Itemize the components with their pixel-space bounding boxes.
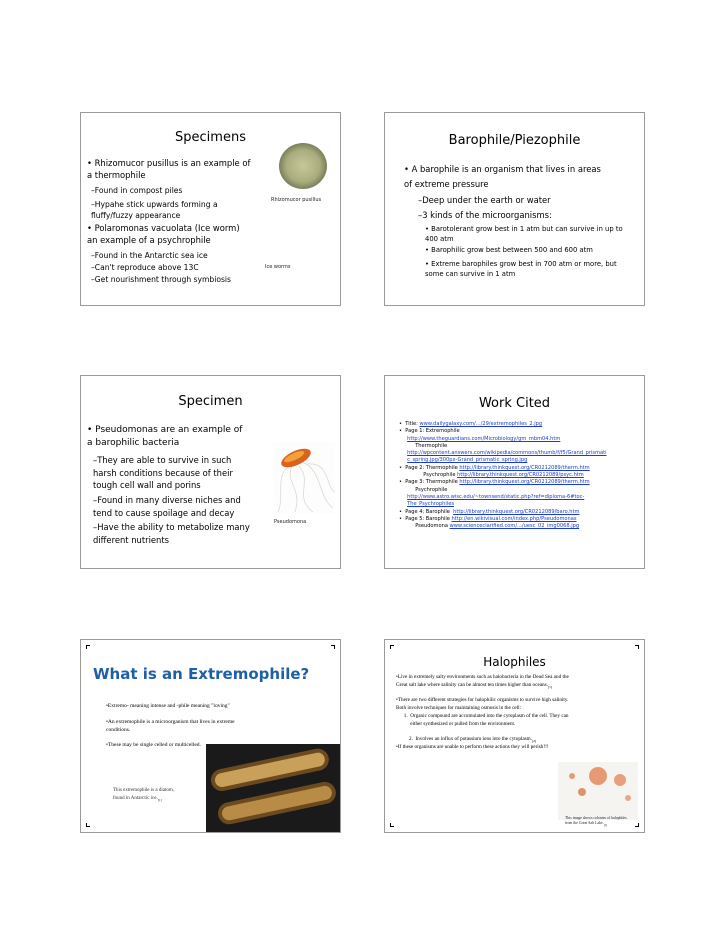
citation-text <box>399 436 407 442</box>
citation-text: Pseudomona <box>399 523 450 530</box>
bullet-line: –Can't reproduce above 13C <box>91 263 199 272</box>
crop-mark <box>390 645 394 649</box>
bullet-line <box>396 682 552 691</box>
bullet-line: either synthesized or pulled from the environment. <box>396 721 516 727</box>
crop-mark <box>635 645 639 649</box>
citation-text: • Page 3: Thermophile <box>399 479 460 486</box>
bullet-line: some can survive in 1 atm <box>425 270 516 278</box>
bullet-line: –Hypahe stick upwards forming a <box>91 200 218 209</box>
bullet-line: •These may be single celled or multicelled. <box>106 742 201 748</box>
crop-mark <box>635 823 639 827</box>
diatom-image <box>206 744 341 833</box>
citation-text <box>399 457 407 463</box>
bullet-line: fluffy/fuzzy appearance <box>91 211 181 220</box>
crop-mark <box>86 645 90 649</box>
bullet-line: •Extremo- meaning intense and -phile meaning "loving" <box>106 703 230 709</box>
bullet-line: • Barophilic grow best between 500 and 600 atm <box>425 246 593 254</box>
citation-link[interactable]: http://en.wikivisual.com/index.php/Pseudomonas <box>451 515 577 522</box>
citation-text <box>399 450 407 456</box>
slide-title: What is an Extremophile? <box>93 665 310 683</box>
bullet-line: a barophilic bacteria <box>87 438 180 448</box>
rhizomucor-image <box>277 141 329 191</box>
slide-specimen <box>80 375 341 569</box>
bullet-line: –They are able to survive in such <box>93 455 232 465</box>
bullet-line: Both involve techniques for maintaining osmosis in the cell: <box>396 705 522 711</box>
halophile-colonies-image <box>558 762 638 820</box>
bullet-line: tough cell wall and porins <box>93 480 201 490</box>
bullet-line: conditions. <box>106 727 131 733</box>
citation-text: • Page 4: Barophile <box>399 508 454 515</box>
bullet-line: •Live in extremely salty environments such as halobacteria in the Dead Sea and the <box>396 674 569 680</box>
citation-line <box>399 509 644 516</box>
bullet-line: –Found in compost piles <box>91 186 183 195</box>
bullet-line: • Polaromonas vacuolata (Ice worm) <box>87 223 240 233</box>
image-caption <box>565 816 630 827</box>
slide-halophiles <box>384 639 645 833</box>
citation-text: • Page 5: Barophile <box>399 515 452 522</box>
slide-title: Work Cited <box>478 396 551 411</box>
bullet-line: • Barotolerant grow best in 1 atm but can survive in up to <box>425 225 623 233</box>
bullet-line: • Extreme barophiles grow best in 700 atm or more, but <box>425 260 617 268</box>
reference-mark: [1] <box>157 798 162 802</box>
reference-mark: [1] <box>547 685 553 690</box>
bullet-line: a thermophile <box>87 170 146 180</box>
image-caption: Rhizomucor pusillus <box>271 197 322 203</box>
citation-link[interactable]: http://library.thinkquest.org/CR0212089/therm.htm <box>459 464 590 471</box>
caption-text: This image shows colonies of halophiles from the Great Salt Lake. <box>565 816 627 825</box>
bullet-line: • Rhizomucor pusillus is an example of <box>87 158 251 168</box>
citation-line <box>399 516 644 523</box>
citation-link[interactable]: The_Psychrophiles <box>407 501 454 508</box>
citation-link[interactable]: http://library.thinkquest.org/CR0212089/baro.htm <box>453 508 580 515</box>
citation-link[interactable]: http://wpcontent.answers.com/wikipedia/commons/thumb/f/f5/Grand_prismati <box>407 450 607 457</box>
citation-text: • Page 1: Extremophile <box>399 428 460 435</box>
bullet-line: 400 atm <box>425 235 454 243</box>
slide-title: Specimens <box>175 130 246 145</box>
bullet-line: •There are two different strategies for halophilic organisms to survive high salinity. <box>396 697 569 703</box>
bullet-line: –3 kinds of the microorganisms: <box>418 210 552 220</box>
line-text: Great salt lake where salinity can be almost ten times higher than oceans. <box>396 682 548 688</box>
citation-line <box>399 523 644 530</box>
citation-text: Psychrophile <box>399 486 448 493</box>
citation-text <box>399 494 407 500</box>
bullet-line: harsh conditions because of their <box>93 468 233 478</box>
citation-line <box>399 465 644 472</box>
slide-title: Halophiles <box>483 655 546 669</box>
citation-link[interactable]: http://www.theguardians.com/Microbiology/gm_mbm04.htm <box>407 435 561 442</box>
slide-title: Specimen <box>178 394 243 409</box>
citation-text: • Title: <box>399 421 420 427</box>
reference-mark: [1] <box>603 822 608 827</box>
slide-specimens <box>80 112 341 306</box>
bullet-line: –Found in many diverse niches and <box>93 495 241 505</box>
image-caption: This extremophile is a diatom, <box>113 788 174 793</box>
bullet-line: –Have the ability to metabolize many <box>93 522 250 532</box>
citation-line <box>399 494 644 501</box>
bullet-line: • A barophile is an organism that lives in areas <box>404 164 601 174</box>
slide-barophile <box>384 112 645 306</box>
bullet-line: –Deep under the earth or water <box>418 195 551 205</box>
crop-mark <box>390 823 394 827</box>
citation-link[interactable]: http://www.astro.wisc.edu/~townsend/static.php?ref=diploma-6#toc- <box>407 493 585 500</box>
bullet-line: •If these organisms are unable to perform these actions they will perish!!! <box>396 744 549 750</box>
citation-link[interactable]: http://library.thinkquest.org/CR0212089/psyc.htm <box>457 472 584 479</box>
citation-list <box>399 421 644 530</box>
pseudomonas-image <box>273 442 335 514</box>
citation-link[interactable]: www.dailygalaxy.com/.../29/extremophiles_2.jpg <box>419 421 543 427</box>
citation-link[interactable]: http://library.thinkquest.org/CR0212089/therm.htm <box>459 479 590 486</box>
slide-work-cited <box>384 375 645 569</box>
citation-line <box>399 421 644 428</box>
citation-line <box>399 436 644 443</box>
citation-line <box>399 450 644 457</box>
citation-text: Thermophile <box>399 442 448 449</box>
image-caption <box>113 795 162 804</box>
bullet-line: 1. Organic compound are accumulated into the cytoplasm of the cell. They can <box>396 713 569 719</box>
bullet-line: •An extremophile is a microorganism that lives in extreme <box>106 719 235 725</box>
slide-what-is-extremophile <box>80 639 341 833</box>
citation-link[interactable]: www.scienceclarified.com/.../uesc_02_img0068.jpg <box>449 523 580 530</box>
bullet-line: different nutrients <box>93 535 170 545</box>
citation-line <box>399 472 644 479</box>
citation-line <box>399 479 644 486</box>
bullet-line: of extreme pressure <box>404 179 489 189</box>
citation-text <box>399 501 407 507</box>
citation-link[interactable]: c_spring.jpg/300px-Grand_prismatic_spring.jpg <box>407 457 528 464</box>
citation-text: • Page 2: Thermophile <box>399 464 460 471</box>
citation-line <box>399 428 644 435</box>
bullet-line: an example of a psychrophile <box>87 235 211 245</box>
crop-mark <box>86 823 90 827</box>
reference-mark: [2] <box>532 739 537 744</box>
citation-line <box>399 443 644 450</box>
bullet-line: –Found in the Antarctic sea ice <box>91 251 208 260</box>
bullet-line: tend to cause spoilage and decay <box>93 508 235 518</box>
caption-text: found in Antarctic ice. <box>113 796 158 801</box>
image-caption: Ice worms <box>265 264 291 270</box>
citation-line <box>399 487 644 494</box>
crop-mark <box>331 645 335 649</box>
bullet-line: –Get nourishment through symbiosis <box>91 275 231 284</box>
citation-text: Psychrophile <box>399 472 458 479</box>
image-caption: Pseudomona <box>274 519 307 525</box>
bullet-line: • Pseudomonas are an example of <box>87 425 243 435</box>
slide-title: Barophile/Piezophile <box>448 133 581 148</box>
citation-line <box>399 457 644 464</box>
citation-line <box>399 501 644 508</box>
line-text: 2. Involves an influx of potassium ions into the cytoplasm. <box>401 736 533 743</box>
